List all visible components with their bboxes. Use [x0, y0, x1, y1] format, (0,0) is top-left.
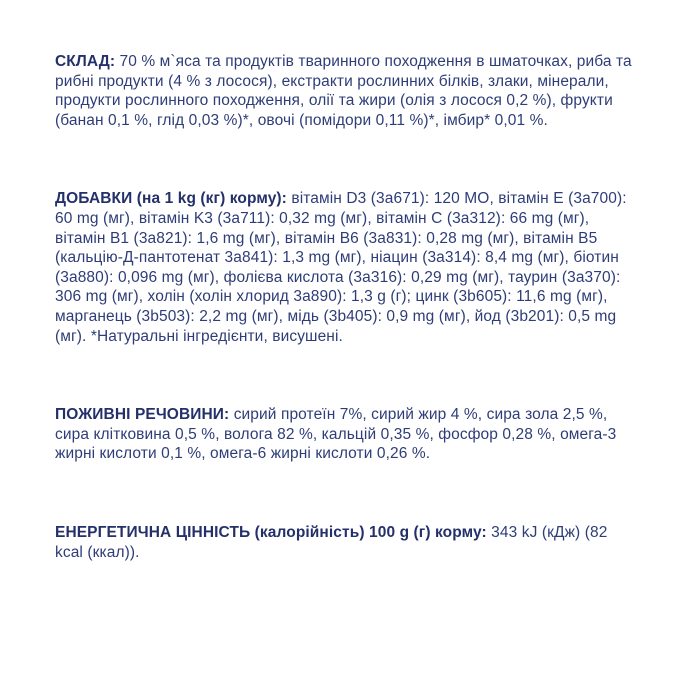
- nutrients-heading: ПОЖИВНІ РЕЧОВИНИ:: [55, 406, 230, 424]
- product-label-text: [55, 52, 635, 562]
- composition-text: 70 % м`яса та продуктів тваринного походження в шматочках, риба та рибні продукти (4 % з лосося), екстракти рослинних білків, злаки, мінерали, продукти рослинного походження, олії та жири (олія з лосося 0,2 %), фрукти (банан 0,1 %, глід 0,03 %)*, овочі (помідори 0,11 %)*, імбир* 0,01 %.: [55, 53, 632, 129]
- additives-heading: ДОБАВКИ (на 1 kg (кг) корму):: [55, 190, 287, 208]
- additives-text: вітамін D3 (3a671): 120 МО, вітамін E (3a700): 60 mg (мг), вітамін K3 (3a711): 0,32 mg (мг), вітамін C (3a312): 66 mg (мг), вітамін B1 (3a821): 1,6 mg (мг), вітамін B6 (3a831): 0,28 mg (мг), вітамін B5 (кальцію-Д-пантотенат 3a841): 1,3 mg (мг), ніацин (3a314): 8,4 mg (мг), біотин (3a880): 0,096 mg (мг), фолієва кислота (3a316): 0,29 mg (мг), таурин (3a370): 306 mg (мг), холін (холін хлорид 3a890): 1,3 g (г); цинк (3b605): 11,6 mg (мг), марганець (3b503): 2,2 mg (мг), мідь (3b405): 0,9 mg (мг), йод (3b201): 0,5 mg (мг). *Натуральні інгредієнти, висушені.: [55, 190, 627, 345]
- additives-section: [55, 189, 635, 346]
- composition-section: [55, 52, 635, 130]
- nutrients-text: сирий протеїн 7%, сирий жир 4 %, сира зола 2,5 %, сира клітковина 0,5 %, волога 82 %, кальцій 0,35 %, фосфор 0,28 %, омега-3 жирні кислоти 0,1 %, омега-6 жирні кислоти 0,26 %.: [55, 406, 617, 463]
- energy-heading: ЕНЕРГЕТИЧНА ЦІННІСТЬ (калорійність) 100 g (г) корму:: [55, 523, 487, 541]
- energy-text: 343 kJ (кДж) (82 kcal (ккал)).: [55, 523, 608, 561]
- composition-heading: СКЛАД:: [55, 53, 116, 70]
- nutrients-section: [55, 405, 635, 464]
- energy-section: [55, 523, 635, 562]
